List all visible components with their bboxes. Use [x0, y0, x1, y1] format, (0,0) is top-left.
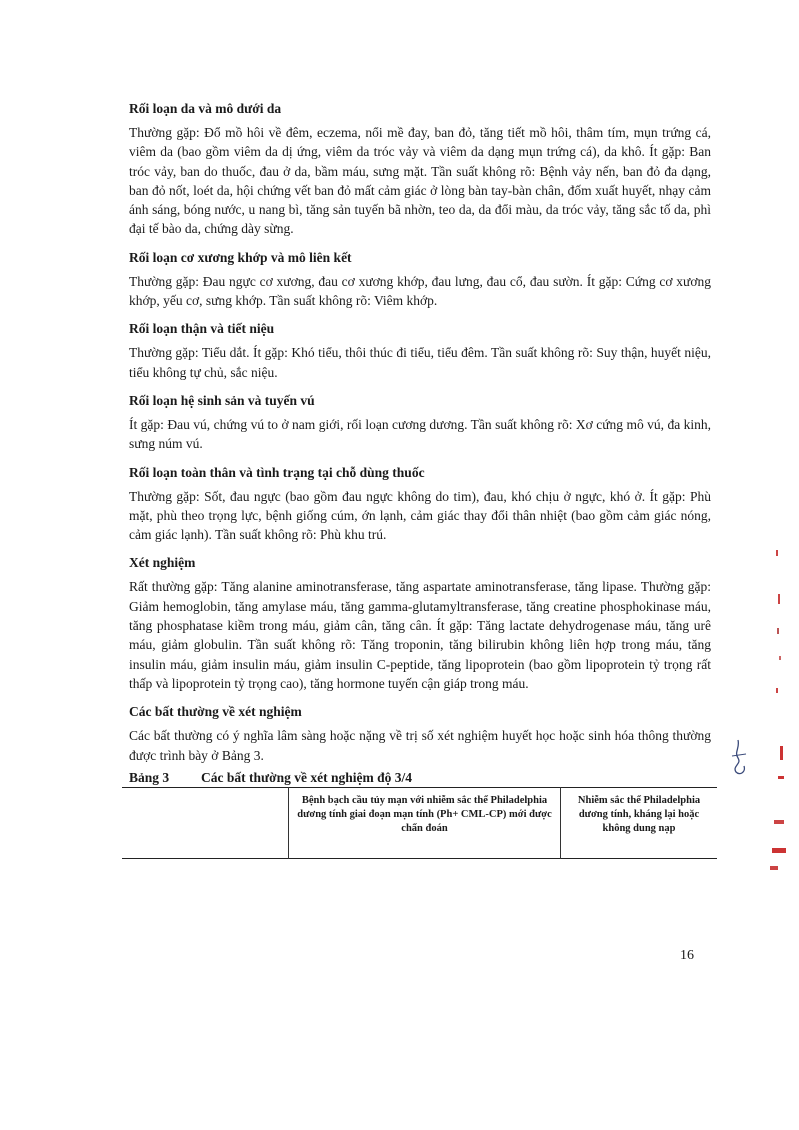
section-title: Xét nghiệm — [129, 555, 196, 571]
handwritten-initials-mark — [728, 738, 754, 780]
section-text: Ít gặp: Đau vú, chứng vú to ở nam giới, rối loạn cương dương. Tần suất không rõ: Xơ cứng mô vú, đa kinh, sưng núm vú. — [129, 416, 711, 452]
section-renal — [129, 319, 711, 382]
section-general — [129, 463, 711, 545]
header-cell-empty — [122, 787, 289, 858]
section-title: Rối loạn thận và tiết niệu — [129, 321, 275, 337]
header-cell-newly-diagnosed: Bệnh bạch cầu tủy mạn với nhiễm sắc thể Philadelphia dương tính giai đoạn mạn tính (Ph+ CML-CP) mới được chẩn đoán — [289, 787, 561, 858]
section-title: Rối loạn cơ xương khớp và mô liên kết — [129, 249, 352, 265]
section-title: Các bất thường về xét nghiệm — [129, 704, 302, 720]
header-cell-resistant: Nhiễm sắc thể Philadelphia dương tính, kháng lại hoặc không dung nạp — [561, 787, 718, 858]
section-skin — [129, 99, 711, 239]
document-page — [129, 99, 711, 859]
section-text: Thường gặp: Sốt, đau ngực (bao gồm đau ngực không do tim), đau, khó chịu ở ngực, khó ở. Ít gặp: Phù mặt, phù theo trọng lực, bệnh giống cúm, ớn lạnh, cảm giác thay đổi thân nhiệt (bao gồm cảm giác nóng, cảm giác lạnh). Tần suất không rõ: Phù khu trú. — [129, 488, 711, 543]
edge-artifact-mark — [766, 548, 790, 888]
section-text: Thường gặp: Đổ mồ hôi về đêm, eczema, nổi mề đay, ban đỏ, tăng tiết mồ hôi, thâm tím, mụn trứng cá, viêm da (bao gồm viêm da dị ứng, viêm da tróc vảy và viêm da dạng mụn trứng cá), da khô. Ít gặp: Ban tróc vảy, ban do thuốc, đau ở da, bầm máu, sưng mặt. Tần suất không rõ: Bệnh vảy nến, ban đỏ đa dạng, ban đỏ nốt, loét da, hội chứng vết ban đỏ mất cảm giác ở lòng bàn tay-bàn chân, đốm xuất huyết, nhạy cảm ánh sáng, bóng nước, u nang bì, tăng sản tuyến bã nhờn, teo da, da đổi màu, da tróc vảy, tăng sắc tố da, phì đại tế bào da, chứng dày sừng. — [129, 125, 711, 237]
section-text: Rất thường gặp: Tăng alanine aminotransferase, tăng aspartate aminotransferase, tăng lipase. Thường gặp: Giảm hemoglobin, tăng amylase máu, tăng gamma-glutamyltransferase, tăng creatine phosphokinase máu, tăng phosphatase kiềm trong máu, giảm cân, tăng cân. Ít gặp: Tăng lactate dehydrogenase máu, tăng urê máu, giảm globulin. Tần suất không rõ: Tăng troponin, tăng bilirubin không liên hợp trong máu, tăng insulin máu, giảm insulin máu, giảm insulin C-peptide, tăng lipoprotein (bao gồm lipoprotein tỷ trọng rất thấp và lipoprotein tỷ trọng cao), tăng hormone tuyến cận giáp trong máu. — [129, 579, 711, 691]
table-caption — [129, 769, 711, 787]
table-header-row — [122, 787, 717, 858]
section-text: Thường gặp: Đau ngực cơ xương, đau cơ xương khớp, đau lưng, đau cổ, đau sườn. Ít gặp: Cứng cơ xương khớp, yếu cơ, sưng khớp. Tần suất không rõ: Viêm khớp. — [129, 273, 711, 309]
page-number: 16 — [680, 948, 694, 963]
table-number: Bảng 3 — [129, 769, 170, 785]
table-3 — [122, 787, 717, 859]
section-investigations — [129, 553, 711, 693]
section-title: Rối loạn hệ sinh sản và tuyến vú — [129, 392, 315, 408]
section-lab-abnormalities — [129, 702, 711, 765]
section-reproductive — [129, 391, 711, 454]
section-title: Rối loạn toàn thân và tình trạng tại chỗ dùng thuốc — [129, 464, 425, 480]
table-title: Các bất thường về xét nghiệm độ 3/4 — [201, 769, 412, 785]
section-text: Thường gặp: Tiểu dắt. Ít gặp: Khó tiểu, thôi thúc đi tiểu, tiểu đêm. Tần suất không rõ: Suy thận, huyết niệu, tiểu không tự chủ, sắc niệu. — [129, 345, 711, 380]
section-musculoskeletal — [129, 248, 711, 311]
section-text: Các bất thường có ý nghĩa lâm sàng hoặc nặng về trị số xét nghiệm huyết học hoặc sinh hóa thông thường được trình bày ở Bảng 3. — [129, 728, 711, 763]
section-title: Rối loạn da và mô dưới da — [129, 101, 282, 116]
